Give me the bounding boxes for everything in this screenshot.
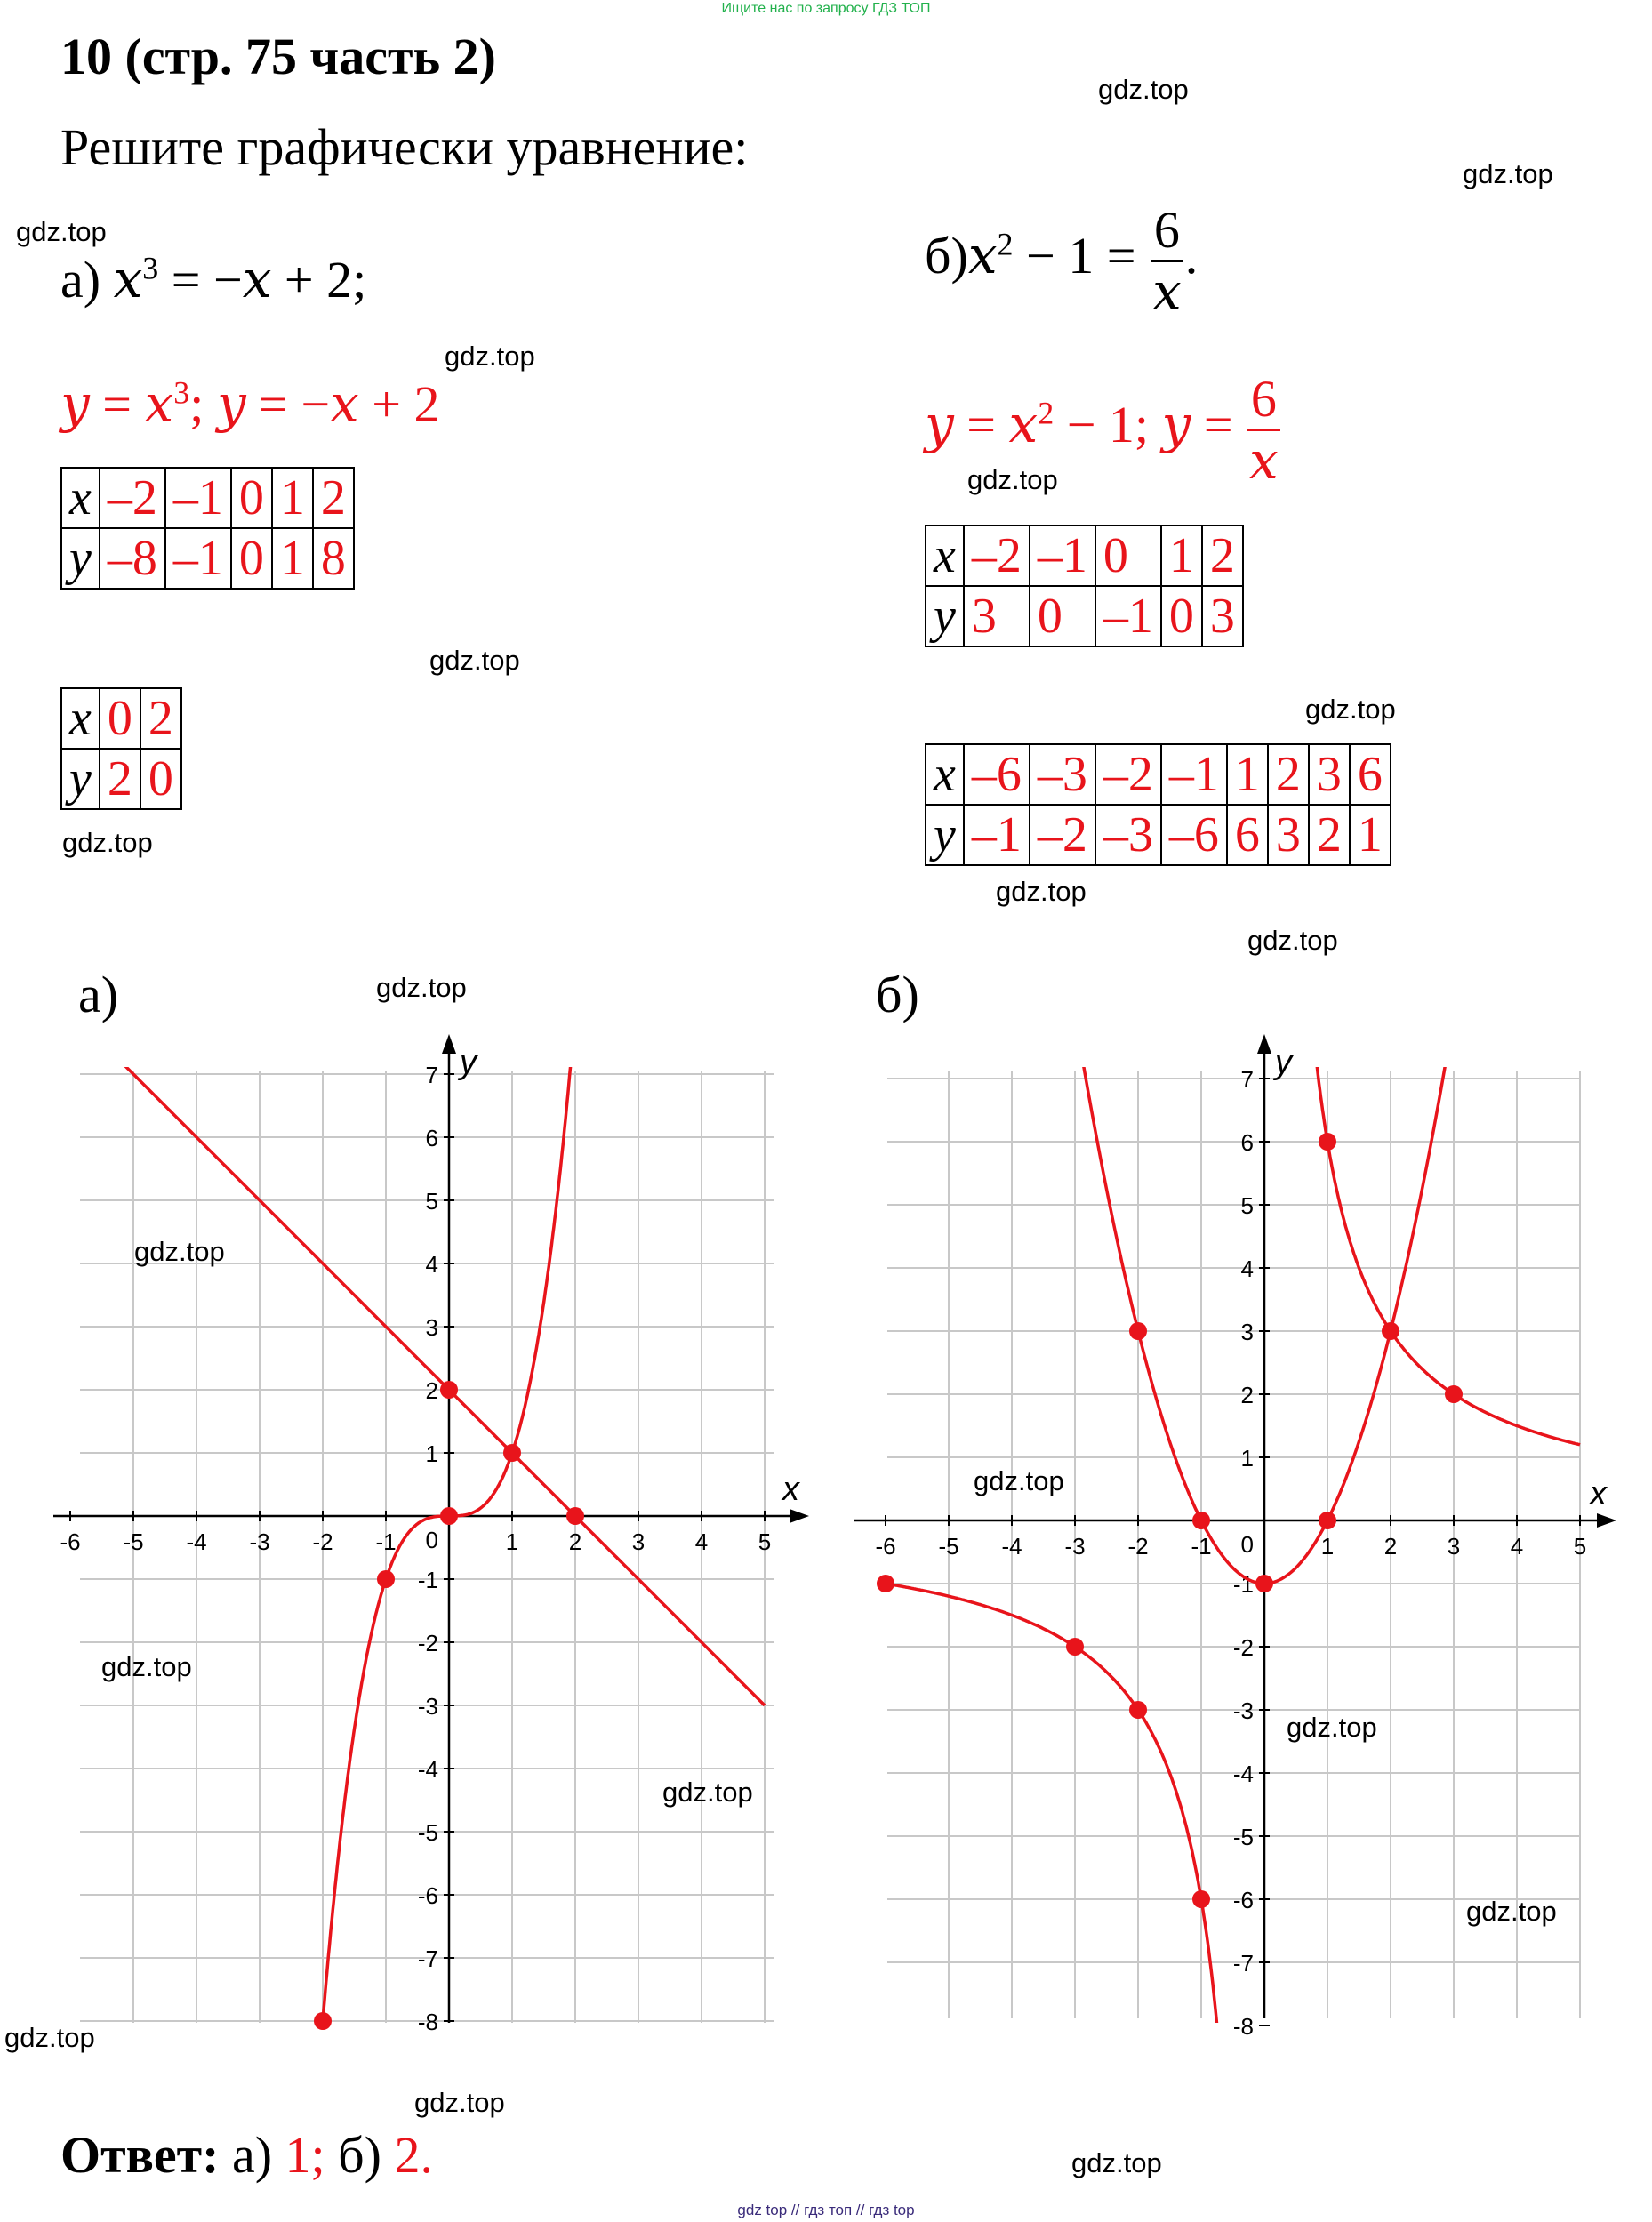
y-tick-label: -1	[1232, 1571, 1254, 1598]
x-axis-arrow	[1597, 1513, 1616, 1528]
table-cell: 0	[231, 528, 272, 589]
data-point	[1129, 1322, 1147, 1340]
y-tick-label: 7	[1240, 1066, 1254, 1093]
table-cell: –2	[100, 468, 165, 528]
y-tick-label: 5	[1240, 1192, 1254, 1219]
data-point	[440, 1381, 458, 1399]
table-cell: –6	[964, 744, 1030, 805]
table-cell: –6	[1161, 805, 1227, 865]
func-b1-exp: 2	[1038, 395, 1055, 431]
y-tick-label: 0	[425, 1527, 438, 1553]
data-point	[1066, 1638, 1084, 1656]
equation-a-var: x	[113, 249, 143, 309]
y-tick-label: -5	[417, 1819, 438, 1846]
equation-a-middle: = −	[158, 251, 243, 309]
y-tick-label: 0	[1240, 1531, 1254, 1558]
table-cell: 6	[1227, 805, 1268, 865]
equation-b-fraction	[1149, 201, 1185, 322]
table-header-x: x	[926, 744, 964, 805]
table-cell: –1	[1030, 525, 1095, 586]
func-a-sep: ;	[189, 375, 217, 433]
func-b2-eq: =	[1191, 395, 1247, 453]
watermark: gdz.top	[16, 216, 107, 247]
table-cell: 0	[231, 468, 272, 528]
table-a1	[60, 467, 355, 590]
watermark: gdz.top	[376, 972, 467, 1003]
y-tick-label: 2	[425, 1377, 438, 1404]
x-tick-label: 2	[568, 1528, 582, 1555]
table-cell: 2	[1309, 805, 1350, 865]
answer-b-value: 2.	[394, 2126, 433, 2184]
data-point	[1382, 1322, 1399, 1340]
x-tick-label: 1	[505, 1528, 519, 1555]
x-tick-label: 1	[1320, 1533, 1335, 1560]
data-point	[1319, 1133, 1336, 1151]
y-tick-label: 3	[425, 1314, 438, 1341]
watermark: gdz.top	[414, 2087, 505, 2118]
y-tick-label: 3	[1240, 1319, 1254, 1345]
table-cell: 0	[140, 749, 181, 809]
table-header-x: x	[926, 525, 964, 586]
equation-a-tail: + 2;	[271, 251, 367, 309]
answer-a-value: 1;	[285, 2126, 325, 2184]
watermark: gdz.top	[1247, 925, 1338, 956]
data-point	[877, 1575, 894, 1592]
table-cell: –1	[964, 805, 1030, 865]
table-cell: –3	[1095, 805, 1161, 865]
watermark: gdz.top	[1071, 2147, 1162, 2178]
data-point	[1445, 1385, 1463, 1403]
y-tick-label: 1	[425, 1440, 438, 1467]
table-cell: 0	[1030, 586, 1095, 646]
y-tick-label: 1	[1240, 1445, 1254, 1472]
x-tick-label: 5	[1573, 1533, 1587, 1560]
graph-b	[854, 1023, 1636, 2045]
table-row-y	[61, 749, 181, 809]
x-tick-label: -5	[123, 1528, 144, 1555]
task-statement: Решите графически уравнение:	[60, 118, 749, 176]
table-cell: –1	[1161, 744, 1227, 805]
data-point	[1255, 1575, 1273, 1592]
table-cell: –1	[1095, 586, 1161, 646]
func-a2-tail: + 2	[358, 375, 440, 433]
x-tick-label: 2	[1383, 1533, 1398, 1560]
data-point	[440, 1507, 458, 1525]
x-tick-label: -2	[1127, 1533, 1149, 1560]
top-banner: Ищите нас по запросу ГДЗ ТОП	[721, 1, 931, 16]
y-tick-label: 4	[1240, 1255, 1254, 1282]
table-cell: –1	[165, 528, 231, 589]
series-curve-hyperbola	[1312, 1023, 1580, 1445]
x-tick-label: -5	[938, 1533, 959, 1560]
watermark: gdz.top	[429, 645, 520, 676]
watermark: gdz.top	[1098, 74, 1189, 105]
table-cell: 2	[1268, 744, 1309, 805]
table-cell: 3	[964, 586, 1030, 646]
table-cell: 6	[1350, 744, 1391, 805]
fraction-numerator: 6	[1151, 205, 1183, 262]
table-cell: 3	[1309, 744, 1350, 805]
x-axis-arrow	[790, 1509, 809, 1523]
y-tick-label: -1	[417, 1567, 438, 1593]
equation-a-var2: x	[242, 249, 272, 309]
y-tick-label: 6	[425, 1125, 438, 1151]
data-point	[1192, 1512, 1210, 1529]
table-b1	[925, 525, 1244, 647]
y-tick-label: -2	[1232, 1634, 1254, 1661]
x-axis-label: x	[782, 1471, 799, 1508]
answer-label: Ответ:	[60, 2126, 220, 2184]
table-cell: 1	[1227, 744, 1268, 805]
series-curve-hyperbola	[886, 1584, 1222, 2045]
table-cell: 3	[1202, 586, 1243, 646]
watermark: gdz.top	[134, 1236, 225, 1267]
x-tick-label: -3	[249, 1528, 270, 1555]
func-a2-y: y	[216, 373, 246, 434]
y-tick-label: -4	[417, 1756, 438, 1783]
watermark: gdz.top	[662, 1777, 753, 1808]
func-b1-eq: =	[953, 395, 1009, 453]
table-cell: –2	[1095, 744, 1161, 805]
watermark: gdz.top	[101, 1651, 192, 1682]
y-tick-label: -8	[1232, 2013, 1254, 2040]
data-point	[1129, 1701, 1147, 1719]
table-cell: –2	[1030, 805, 1095, 865]
footer-links: gdz top // гдз топ // гдз top	[737, 2202, 915, 2218]
data-point	[503, 1444, 521, 1462]
y-tick-label: 2	[1240, 1382, 1254, 1408]
table-row-y	[926, 586, 1243, 646]
graph-a-label: а)	[78, 966, 119, 1023]
y-tick-label: -5	[1232, 1824, 1254, 1850]
y-tick-label: -6	[417, 1882, 438, 1909]
table-cell: –3	[1030, 744, 1095, 805]
table-header-y: y	[926, 586, 964, 646]
func-a2-x: x	[330, 373, 359, 434]
table-cell: 1	[272, 468, 313, 528]
x-tick-label: -4	[1001, 1533, 1022, 1560]
table-cell: 1	[272, 528, 313, 589]
func-a1-exp: 3	[173, 374, 190, 411]
table-cell: 2	[1202, 525, 1243, 586]
y-tick-label: -2	[417, 1630, 438, 1656]
y-axis-label: y	[1275, 1044, 1292, 1081]
func-b2-y: y	[1161, 393, 1191, 454]
y-tick-label: -6	[1232, 1887, 1254, 1913]
func-b1-x: x	[1008, 393, 1039, 454]
exercise-title: 10 (стр. 75 часть 2)	[60, 28, 496, 85]
y-axis-arrow	[1257, 1034, 1271, 1054]
equation-a-exponent: 3	[142, 250, 159, 286]
table-header-y: y	[61, 749, 100, 809]
func-b1-tail: − 1;	[1054, 395, 1162, 453]
watermark: gdz.top	[445, 341, 535, 372]
x-axis-label: x	[1590, 1475, 1607, 1512]
table-header-x: x	[61, 468, 100, 528]
watermark: gdz.top	[967, 464, 1058, 495]
func-a1-x: x	[144, 373, 174, 434]
data-point	[566, 1507, 584, 1525]
y-tick-label: -7	[417, 1945, 438, 1972]
watermark: gdz.top	[1287, 1712, 1377, 1743]
func-a1-y: y	[60, 373, 90, 434]
table-cell: 1	[1161, 525, 1202, 586]
data-point	[314, 2012, 332, 2030]
watermark: gdz.top	[974, 1465, 1064, 1496]
func-b2-numerator: 6	[1247, 373, 1280, 431]
x-tick-label: 5	[758, 1528, 772, 1555]
table-header-y: y	[926, 805, 964, 865]
watermark: gdz.top	[996, 876, 1087, 907]
table-cell: 2	[313, 468, 354, 528]
y-tick-label: -7	[1232, 1950, 1254, 1977]
watermark: gdz.top	[1466, 1896, 1557, 1927]
table-row-x	[61, 688, 181, 749]
equation-b-tail: .	[1184, 226, 1199, 285]
y-axis-label: y	[460, 1044, 477, 1081]
y-tick-label: -4	[1232, 1761, 1254, 1787]
x-tick-label: -4	[186, 1528, 207, 1555]
x-tick-label: 4	[1510, 1533, 1524, 1560]
x-tick-label: -1	[1191, 1533, 1212, 1560]
answer-a-label: а)	[219, 2126, 285, 2184]
x-tick-label: -3	[1064, 1533, 1086, 1560]
func-b2-denominator: x	[1249, 430, 1279, 491]
y-tick-label: 7	[425, 1062, 438, 1088]
series-curve-line	[70, 1023, 765, 1705]
table-row-x	[926, 525, 1243, 586]
table-cell: 0	[1095, 525, 1161, 586]
y-tick-label: 5	[425, 1188, 438, 1215]
data-point	[1319, 1512, 1336, 1529]
table-cell: –2	[964, 525, 1030, 586]
x-tick-label: -6	[875, 1533, 896, 1560]
x-tick-label: -1	[375, 1528, 397, 1555]
data-point	[377, 1570, 395, 1588]
series-curve-cube	[323, 1048, 573, 2022]
table-cell: 2	[100, 749, 140, 809]
func-b1-y: y	[925, 393, 954, 454]
y-tick-label: 4	[425, 1251, 438, 1278]
data-point	[1192, 1890, 1210, 1908]
watermark: gdz.top	[1463, 158, 1553, 189]
equation-a	[60, 249, 366, 309]
y-tick-label: -8	[417, 2009, 438, 2035]
table-cell: –1	[165, 468, 231, 528]
equation-b	[925, 201, 1199, 322]
table-row-y	[61, 528, 354, 589]
table-cell: 8	[313, 528, 354, 589]
answer	[60, 2125, 433, 2185]
func-b2-fraction	[1246, 370, 1282, 491]
graph-b-label: б)	[876, 966, 919, 1023]
equation-b-label: б)	[925, 226, 968, 285]
table-header-y: y	[61, 528, 100, 589]
x-tick-label: 3	[631, 1528, 646, 1555]
func-a2-eq: = −	[245, 375, 331, 433]
watermark: gdz.top	[4, 2022, 95, 2053]
table-row-x	[61, 468, 354, 528]
functions-a	[60, 373, 439, 434]
y-tick-label: -3	[1232, 1697, 1254, 1724]
x-tick-label: -2	[312, 1528, 333, 1555]
table-cell: 3	[1268, 805, 1309, 865]
equation-b-middle: − 1 =	[1013, 226, 1149, 285]
table-cell: 0	[100, 688, 140, 749]
watermark: gdz.top	[62, 827, 153, 858]
table-row-x	[926, 744, 1391, 805]
watermark: gdz.top	[1305, 694, 1396, 725]
table-cell: 1	[1350, 805, 1391, 865]
table-cell: 0	[1161, 586, 1202, 646]
table-cell: 2	[140, 688, 181, 749]
y-axis-arrow	[442, 1034, 456, 1054]
x-tick-label: -6	[60, 1528, 81, 1555]
equation-b-exponent: 2	[997, 226, 1014, 262]
func-a1-eq: =	[89, 375, 145, 433]
y-tick-label: 6	[1240, 1129, 1254, 1156]
equation-b-var: x	[967, 224, 998, 285]
x-tick-label: 3	[1447, 1533, 1461, 1560]
table-cell: –8	[100, 528, 165, 589]
answer-b-label: б)	[325, 2126, 395, 2184]
equation-a-label: а)	[60, 251, 101, 309]
table-header-x: x	[61, 688, 100, 749]
fraction-denominator: x	[1151, 261, 1182, 322]
x-tick-label: 4	[694, 1528, 709, 1555]
table-b2	[925, 743, 1391, 866]
table-row-y	[926, 805, 1391, 865]
table-a2	[60, 687, 182, 810]
graph-a	[53, 1023, 836, 2045]
y-tick-label: -3	[417, 1693, 438, 1720]
